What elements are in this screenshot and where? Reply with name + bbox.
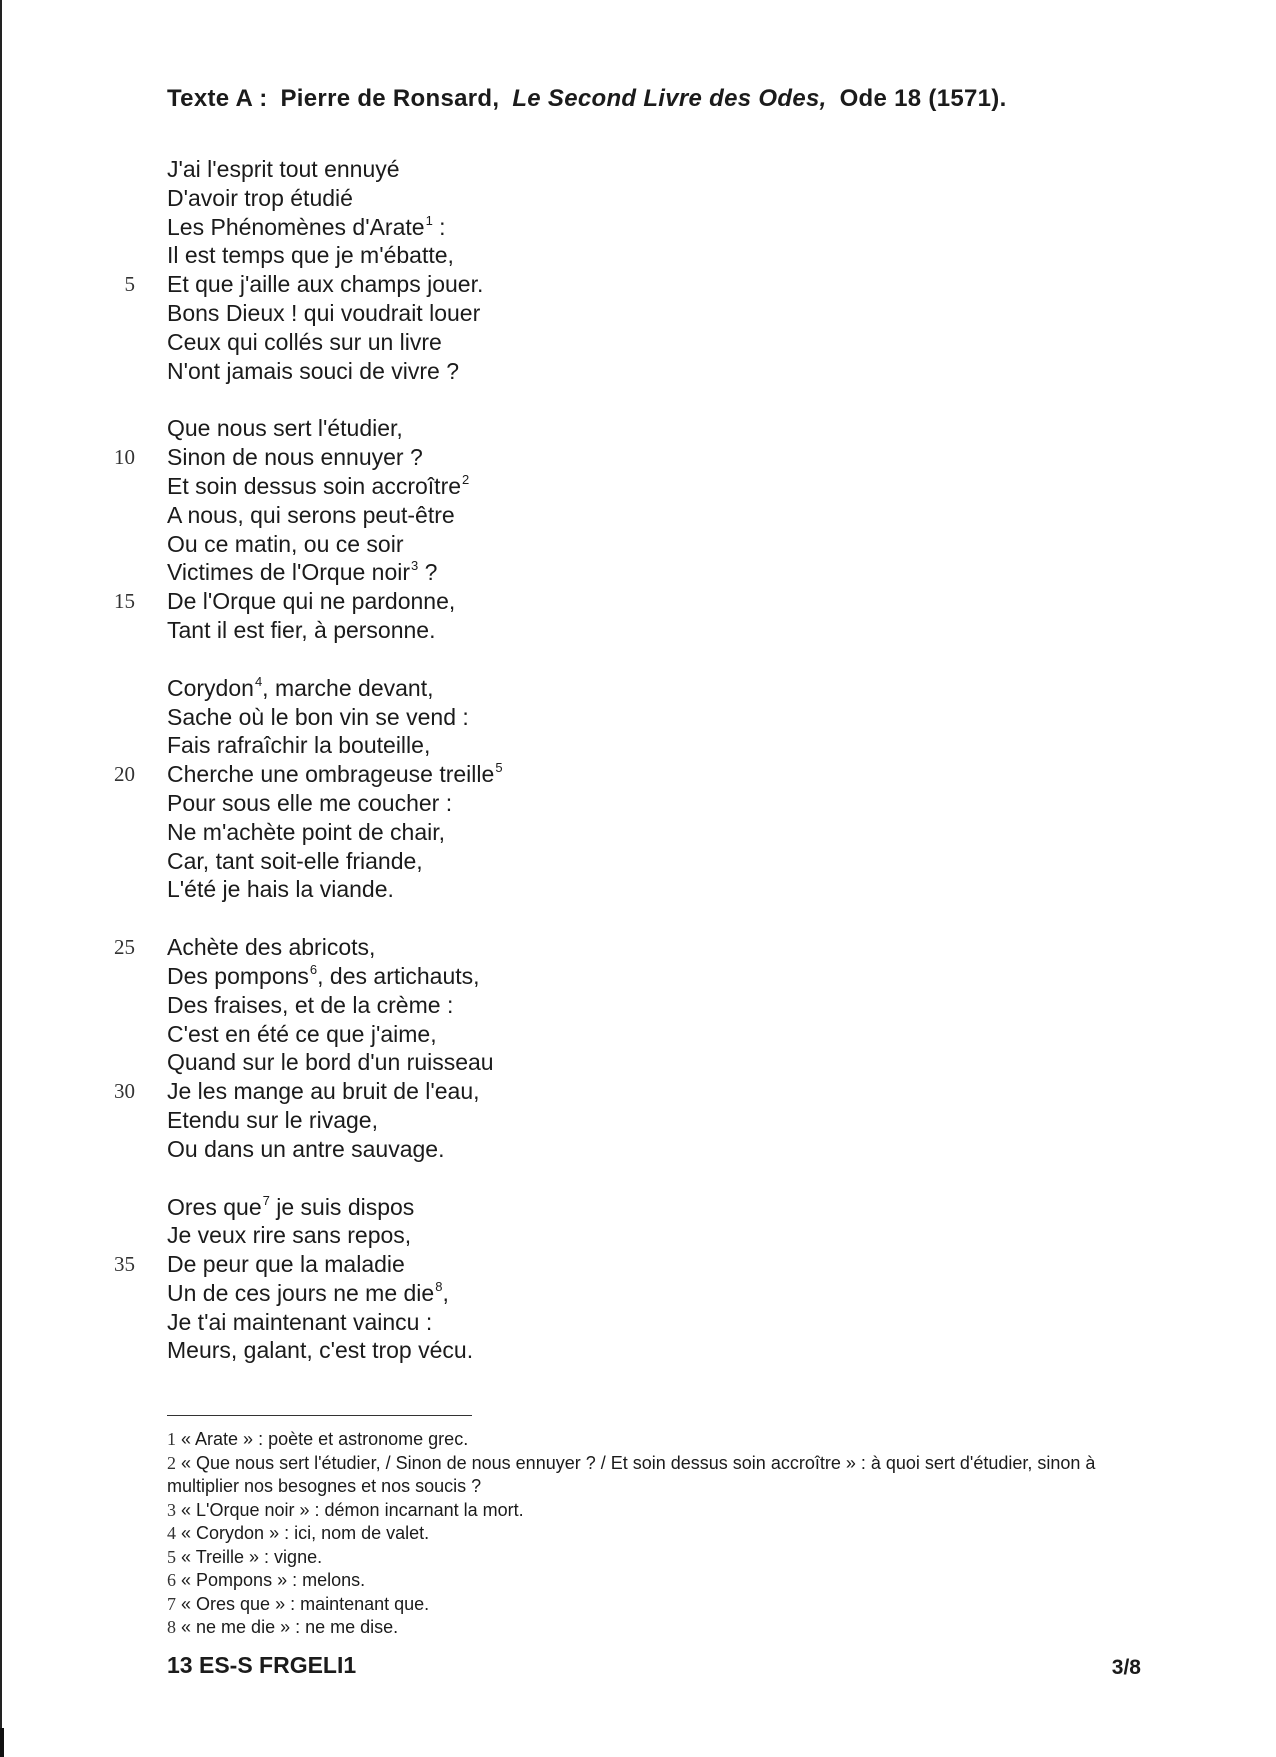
verse-segment: A nous, qui serons peut-être bbox=[167, 501, 455, 528]
verse-segment: N'ont jamais souci de vivre ? bbox=[167, 357, 460, 384]
verse-segment: Ou ce matin, ou ce soir bbox=[167, 530, 404, 557]
verse-segment: : bbox=[432, 213, 446, 240]
footnote-text: « Corydon » : ici, nom de valet. bbox=[181, 1523, 430, 1543]
footnote-ref: 8 bbox=[435, 1278, 443, 1294]
verse-line bbox=[0, 213, 1276, 242]
verse-text bbox=[167, 1020, 437, 1049]
verse-segment: Je les mange au bruit de l'eau, bbox=[167, 1078, 480, 1105]
verse-segment: Les Phénomènes d'Arate bbox=[167, 213, 425, 240]
footnote-ref: 1 bbox=[425, 212, 433, 228]
verse-text bbox=[167, 1221, 411, 1250]
verse-segment: Etendu sur le rivage, bbox=[167, 1106, 378, 1133]
verse-text bbox=[167, 616, 436, 645]
verse-segment: Pour sous elle me coucher : bbox=[167, 789, 453, 816]
verse-text bbox=[167, 472, 469, 501]
verse-segment: Meurs, galant, c'est trop vécu. bbox=[167, 1337, 474, 1364]
verse-segment: Victimes de l'Orque noir bbox=[167, 559, 411, 586]
footnote-number: 5 bbox=[167, 1546, 176, 1567]
footnote-number: 2 bbox=[167, 1452, 176, 1473]
verse-text bbox=[167, 587, 455, 616]
verse-segment: De peur que la maladie bbox=[167, 1251, 405, 1278]
verse-segment: ? bbox=[418, 559, 438, 586]
verse-line bbox=[0, 414, 1276, 443]
verse-text bbox=[167, 991, 453, 1020]
verse-text bbox=[167, 1135, 444, 1164]
line-number: 35 bbox=[114, 1252, 135, 1277]
footnote-ref: 7 bbox=[262, 1192, 270, 1208]
stanza bbox=[0, 674, 1276, 904]
footnote-ref: 4 bbox=[254, 673, 263, 689]
verse-line bbox=[0, 674, 1276, 703]
footnote-ref: 3 bbox=[411, 558, 419, 574]
verse-line bbox=[0, 1221, 1276, 1250]
verse-segment: Je veux rire sans repos, bbox=[167, 1222, 412, 1249]
footnote bbox=[167, 1452, 1127, 1499]
verse-text bbox=[167, 703, 469, 732]
verse-line bbox=[0, 184, 1276, 213]
footnote-number: 8 bbox=[167, 1617, 176, 1637]
line-number: 15 bbox=[114, 589, 135, 614]
verse-segment: Et que j'aille aux champs jouer. bbox=[167, 271, 484, 298]
verse-segment: Tant il est fier, à personne. bbox=[167, 616, 436, 643]
verse-segment: , des artichauts, bbox=[317, 962, 480, 989]
footnote-ref: 5 bbox=[495, 760, 503, 776]
verse-text bbox=[167, 875, 394, 904]
verse-text bbox=[167, 155, 400, 184]
text-heading bbox=[167, 85, 1007, 113]
verse-line bbox=[0, 587, 1276, 616]
verse-line bbox=[0, 558, 1276, 587]
verse-segment: , bbox=[442, 1279, 449, 1306]
verse-line bbox=[0, 731, 1276, 760]
verse-segment: Achète des abricots, bbox=[167, 934, 376, 961]
verse-line bbox=[0, 299, 1276, 328]
verse-text bbox=[167, 241, 454, 270]
verse-segment: Il est temps que je m'ébatte, bbox=[167, 242, 454, 269]
footnote bbox=[167, 1522, 1127, 1546]
verse-text bbox=[167, 847, 423, 876]
verse-segment: Car, tant soit-elle friande, bbox=[167, 847, 423, 874]
verse-segment: J'ai l'esprit tout ennuyé bbox=[167, 156, 400, 182]
verse-text bbox=[167, 357, 459, 386]
page-number: 3/8 bbox=[1111, 1656, 1141, 1679]
verse-line bbox=[0, 818, 1276, 847]
verse-text bbox=[167, 213, 446, 242]
verse-line bbox=[0, 1106, 1276, 1135]
verse-line bbox=[0, 1193, 1276, 1222]
footnote-text: « Treille » : vigne. bbox=[181, 1546, 323, 1567]
verse-line bbox=[0, 1135, 1276, 1164]
footnote bbox=[167, 1593, 1127, 1617]
verse-text bbox=[167, 1077, 480, 1106]
verse-text bbox=[167, 933, 375, 962]
footnote-text: « Que nous sert l'étudier, / Sinon de nous ennuyer ? / Et soin dessus soin accroître » : à quoi sert d'étudier, sinon à multiplier nos besognes et nos soucis ? bbox=[167, 1452, 1096, 1496]
verse-line bbox=[0, 270, 1276, 299]
footnote-text: « Pompons » : melons. bbox=[181, 1570, 366, 1590]
footnote bbox=[167, 1616, 1127, 1640]
footnote-text: « ne me die » : ne me dise. bbox=[181, 1617, 399, 1637]
verse-line bbox=[0, 1250, 1276, 1279]
verse-segment: C'est en été ce que j'aime, bbox=[167, 1020, 437, 1047]
verse-line bbox=[0, 1308, 1276, 1337]
footnote-rule bbox=[167, 1415, 472, 1416]
verse-segment: Ne m'achète point de chair, bbox=[167, 818, 445, 845]
verse-line bbox=[0, 1048, 1276, 1077]
verse-segment: Ores que bbox=[167, 1193, 262, 1220]
verse-line bbox=[0, 530, 1276, 559]
verse-line bbox=[0, 760, 1276, 789]
verse-line bbox=[0, 501, 1276, 530]
footnote-number: 4 bbox=[167, 1523, 176, 1543]
stanza bbox=[0, 933, 1276, 1163]
footnote bbox=[167, 1569, 1127, 1593]
verse-segment: D'avoir trop étudié bbox=[167, 184, 353, 211]
verse-line bbox=[0, 1279, 1276, 1308]
verse-text bbox=[167, 760, 503, 789]
scan-mark bbox=[0, 1728, 4, 1757]
verse-segment: Fais rafraîchir la bouteille, bbox=[167, 732, 431, 759]
verse-line bbox=[0, 933, 1276, 962]
heading-author: Pierre de Ronsard, bbox=[280, 85, 500, 112]
line-number: 5 bbox=[124, 272, 135, 297]
verse-text bbox=[167, 1336, 473, 1365]
verse-line bbox=[0, 962, 1276, 991]
footnotes bbox=[167, 1428, 1127, 1640]
verse-segment: Sinon de nous ennuyer ? bbox=[167, 444, 423, 471]
verse-line bbox=[0, 703, 1276, 732]
verse-line bbox=[0, 1077, 1276, 1106]
footnote-text: « Arate » : poète et astronome grec. bbox=[181, 1429, 469, 1449]
verse-text bbox=[167, 1279, 449, 1308]
verse-text bbox=[167, 962, 480, 991]
footnote-ref: 6 bbox=[309, 961, 318, 977]
verse-line bbox=[0, 616, 1276, 645]
verse-text bbox=[167, 530, 404, 559]
footnote-text: « L'Orque noir » : démon incarnant la mort. bbox=[181, 1499, 524, 1520]
verse-text bbox=[167, 1106, 378, 1135]
verse-segment: De l'Orque qui ne pardonne, bbox=[167, 588, 456, 615]
verse-segment: Et soin dessus soin accroître bbox=[167, 472, 462, 499]
verse-text bbox=[167, 184, 353, 213]
footnote-number: 7 bbox=[167, 1593, 176, 1614]
verse-segment: Un de ces jours ne me die bbox=[167, 1279, 435, 1306]
footnote-number: 1 bbox=[167, 1429, 176, 1449]
verse-segment: Ou dans un antre sauvage. bbox=[167, 1135, 445, 1162]
verse-segment: Sache où le bon vin se vend : bbox=[167, 703, 469, 730]
stanza bbox=[0, 1193, 1276, 1366]
verse-text bbox=[167, 443, 423, 472]
verse-segment: Cherche une ombrageuse treille bbox=[167, 761, 495, 788]
verse-text bbox=[167, 328, 442, 357]
verse-text bbox=[167, 1250, 405, 1279]
heading-label: Texte A : bbox=[167, 85, 268, 112]
verse-text bbox=[167, 414, 403, 443]
verse-segment: Corydon bbox=[167, 674, 254, 701]
verse-text bbox=[167, 299, 480, 328]
verse-segment: Que nous sert l'étudier, bbox=[167, 415, 403, 442]
verse-line bbox=[0, 1020, 1276, 1049]
verse-line bbox=[0, 472, 1276, 501]
verse-segment: Des pompons bbox=[167, 962, 309, 989]
footnote-number: 6 bbox=[167, 1570, 176, 1590]
verse-segment: Des fraises, et de la crème : bbox=[167, 991, 454, 1018]
verse-line bbox=[0, 875, 1276, 904]
verse-line bbox=[0, 847, 1276, 876]
line-number: 10 bbox=[114, 445, 135, 470]
verse-line bbox=[0, 155, 1276, 184]
verse-line bbox=[0, 357, 1276, 386]
verse-segment: L'été je hais la viande. bbox=[167, 876, 394, 903]
line-number: 25 bbox=[114, 935, 135, 960]
footnote-ref: 2 bbox=[462, 471, 470, 487]
heading-work: Le Second Livre des Odes, bbox=[512, 85, 827, 112]
verse-text bbox=[167, 501, 455, 530]
verse-segment: Ceux qui collés sur un livre bbox=[167, 328, 442, 355]
verse-text bbox=[167, 1048, 494, 1077]
verse-line bbox=[0, 328, 1276, 357]
footnote bbox=[167, 1546, 1127, 1570]
verse-text bbox=[167, 674, 433, 703]
verse-text bbox=[167, 558, 437, 587]
poem bbox=[0, 155, 1276, 1394]
verse-text bbox=[167, 818, 445, 847]
verse-line bbox=[0, 1336, 1276, 1365]
verse-text bbox=[167, 270, 483, 299]
verse-line bbox=[0, 241, 1276, 270]
verse-segment: Je t'ai maintenant vaincu : bbox=[167, 1308, 433, 1335]
verse-segment: Quand sur le bord d'un ruisseau bbox=[167, 1049, 494, 1076]
footnote bbox=[167, 1428, 1127, 1452]
footnote-text: « Ores que » : maintenant que. bbox=[181, 1593, 430, 1614]
verse-line bbox=[0, 443, 1276, 472]
exam-code: 13 ES-S FRGELI1 bbox=[167, 1652, 357, 1678]
verse-segment: Bons Dieux ! qui voudrait louer bbox=[167, 299, 481, 326]
verse-text bbox=[167, 1193, 414, 1222]
verse-text bbox=[167, 731, 430, 760]
stanza bbox=[0, 414, 1276, 644]
verse-line bbox=[0, 991, 1276, 1020]
line-number: 20 bbox=[114, 762, 135, 787]
verse-segment: , marche devant, bbox=[262, 674, 434, 701]
heading-reference: Ode 18 (1571). bbox=[839, 85, 1007, 112]
stanza bbox=[0, 155, 1276, 385]
verse-line bbox=[0, 789, 1276, 818]
line-number: 30 bbox=[114, 1079, 135, 1104]
footnote-number: 3 bbox=[167, 1499, 176, 1520]
verse-text bbox=[167, 1308, 432, 1337]
verse-text bbox=[167, 789, 452, 818]
verse-segment: je suis dispos bbox=[269, 1193, 415, 1220]
footnote bbox=[167, 1499, 1127, 1523]
